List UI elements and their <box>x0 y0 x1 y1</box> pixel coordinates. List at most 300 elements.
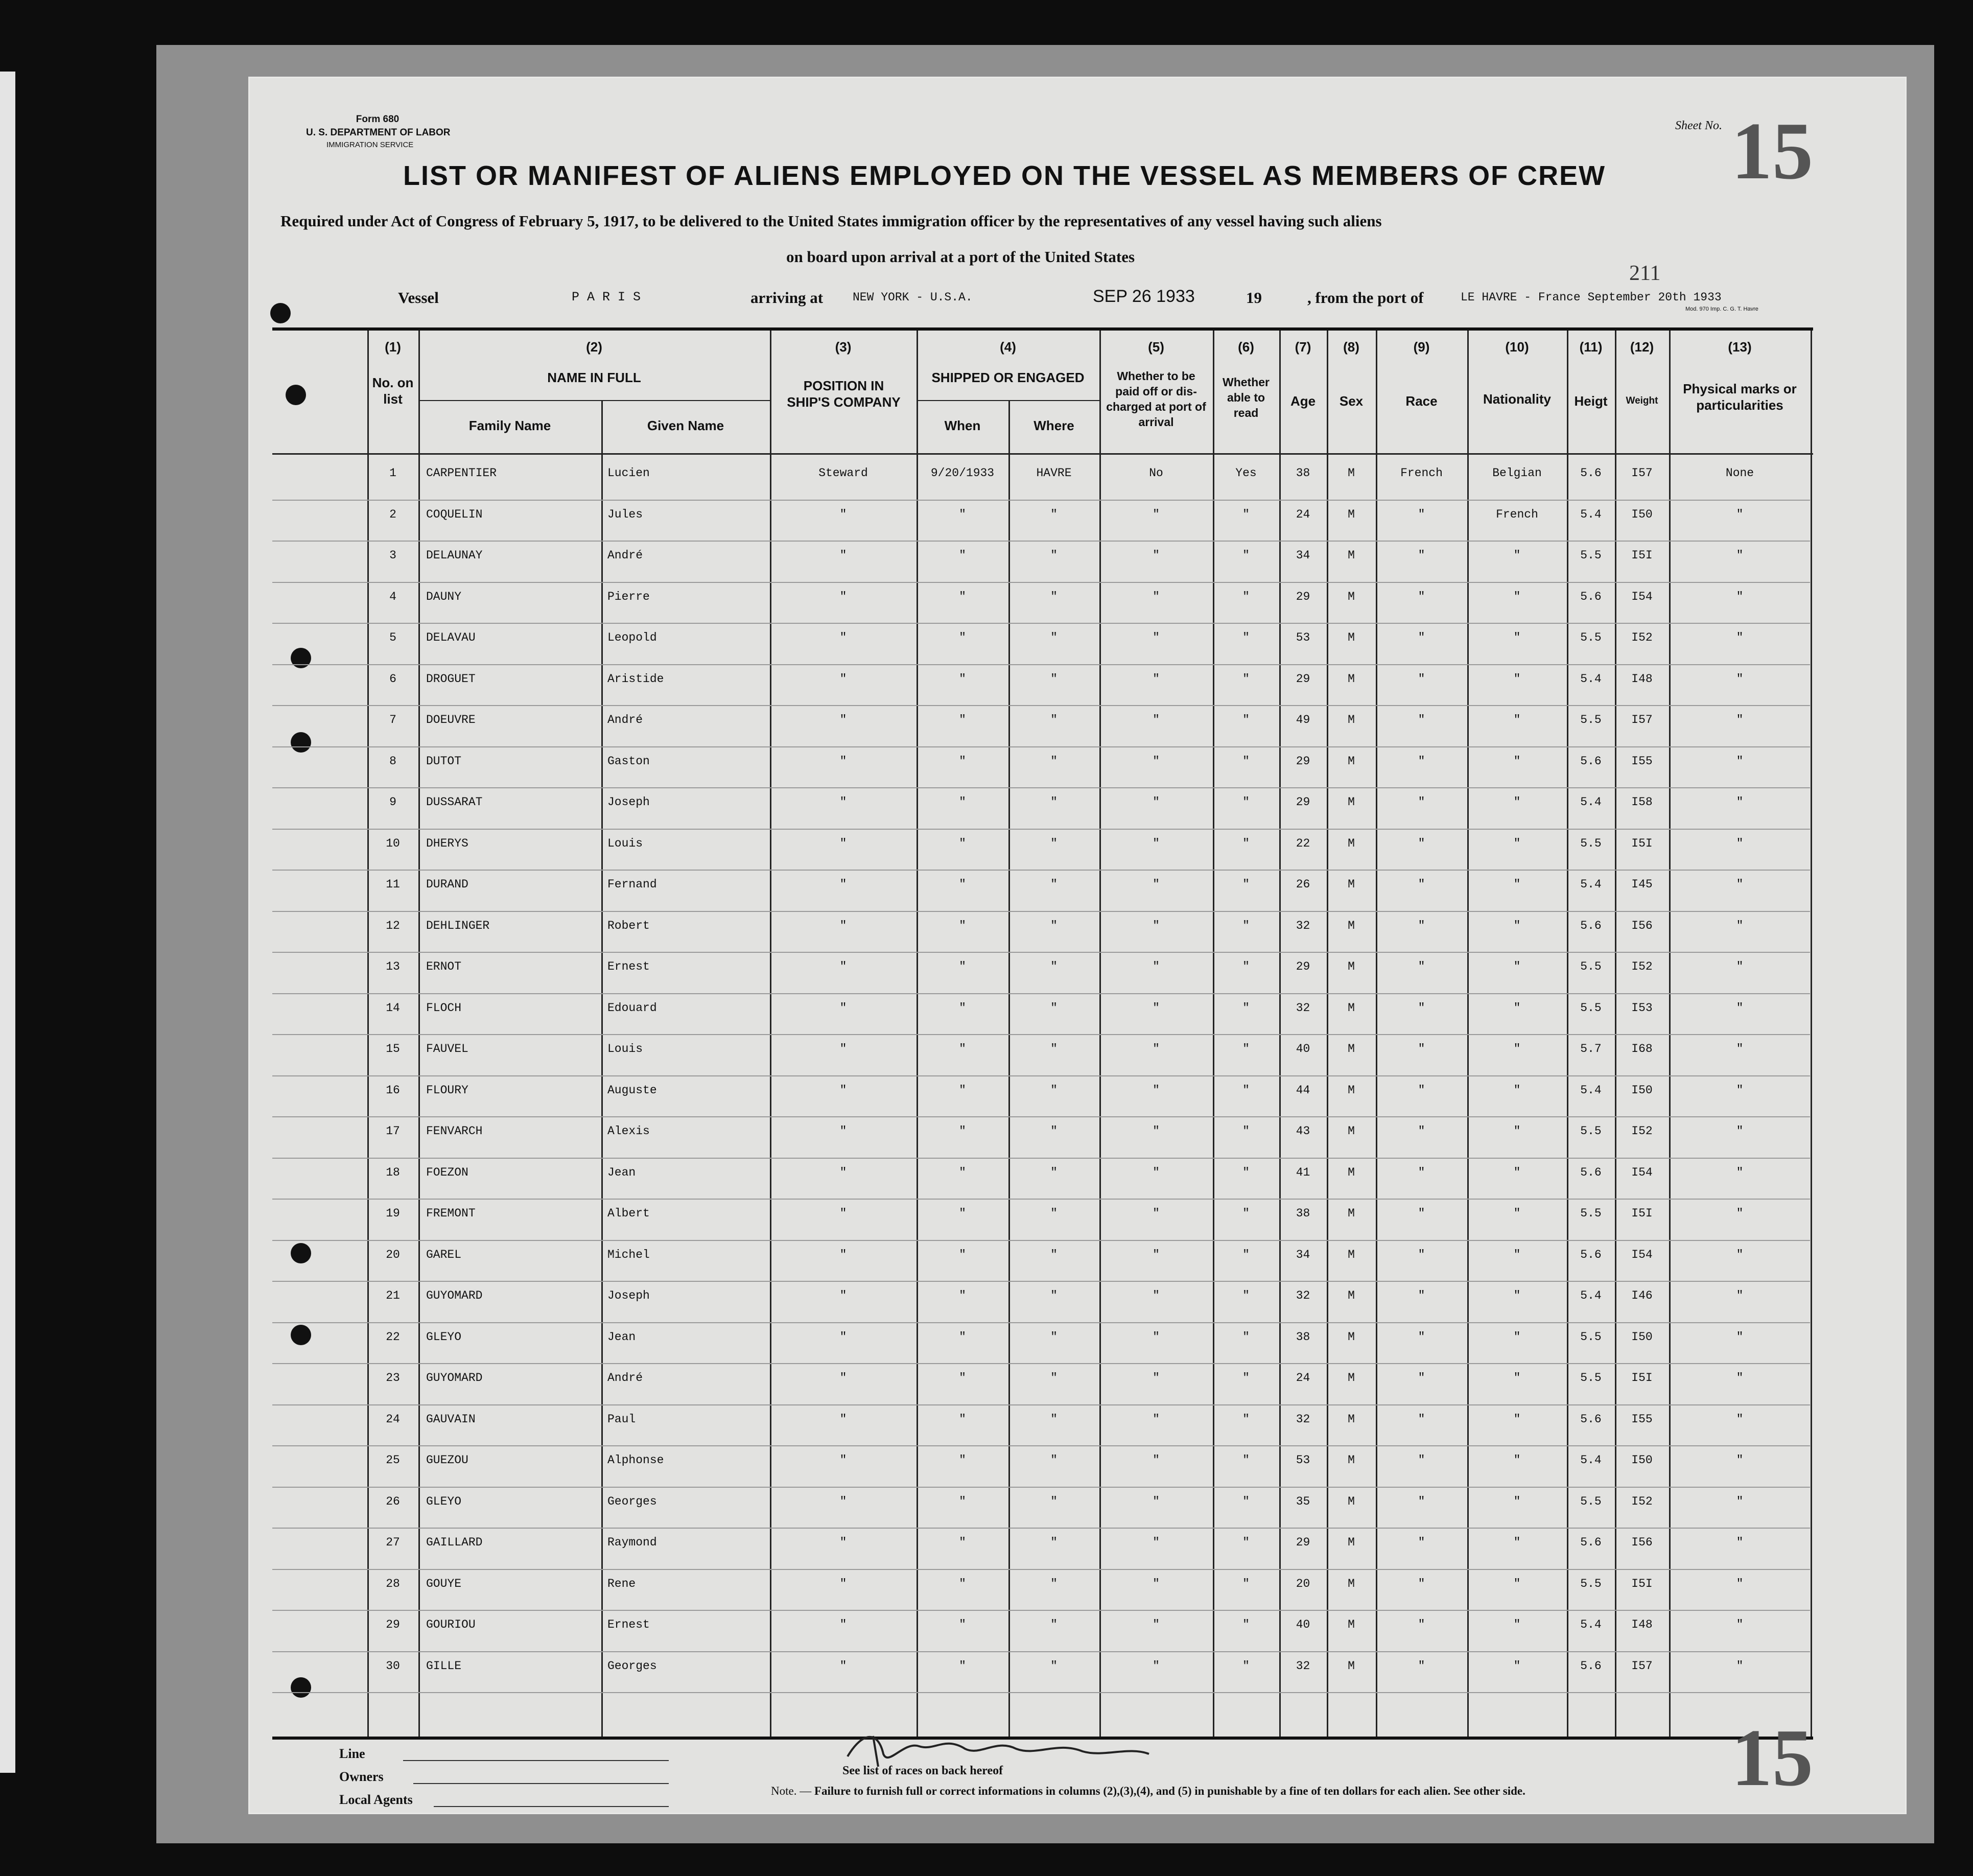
table-row <box>250 955 1813 996</box>
row-number-cell: 23 <box>386 1371 400 1385</box>
able-to-read-cell: " <box>1242 1124 1250 1138</box>
weight-cell: I55 <box>1631 1412 1653 1426</box>
agents-underline <box>434 1806 669 1807</box>
given-name-cell: Fernand <box>607 878 657 891</box>
nationality-cell: " <box>1513 1618 1521 1631</box>
weight-cell: I5I <box>1631 1371 1653 1385</box>
line-underline <box>403 1760 669 1761</box>
row-number-cell: 16 <box>386 1083 400 1097</box>
row-number-cell: 26 <box>386 1494 400 1508</box>
from-port-label: , from the port of <box>1307 289 1424 307</box>
given-name-cell: Jean <box>607 1330 636 1344</box>
family-name-cell: GAILLARD <box>426 1536 483 1549</box>
physical-marks-cell: " <box>1736 1124 1744 1138</box>
age-cell: 32 <box>1296 1289 1310 1302</box>
shipped-when-cell: " <box>959 631 966 644</box>
height-cell: 5.6 <box>1580 1659 1602 1673</box>
able-to-read-cell: " <box>1242 919 1250 932</box>
age-cell: 40 <box>1296 1618 1310 1631</box>
family-name-cell: GOURIOU <box>426 1618 476 1631</box>
row-number-cell: 5 <box>389 631 396 644</box>
position-cell: " <box>839 1453 847 1467</box>
nationality-cell: Belgian <box>1492 466 1542 480</box>
races-note: See list of races on back hereof <box>842 1764 1003 1777</box>
height-cell: 5.6 <box>1580 1412 1602 1426</box>
row-number-cell: 13 <box>386 960 400 973</box>
position-cell: " <box>839 836 847 850</box>
nationality-cell: " <box>1513 1042 1521 1056</box>
able-to-read-cell: " <box>1242 1001 1250 1015</box>
shipped-where-cell: " <box>1050 1330 1058 1344</box>
paid-off-cell: No <box>1149 466 1163 480</box>
able-to-read-cell: " <box>1242 795 1250 809</box>
sex-cell: M <box>1348 1371 1355 1385</box>
weight-cell: I46 <box>1631 1289 1653 1302</box>
nationality-cell: " <box>1513 1330 1521 1344</box>
owners-label: Owners <box>339 1769 384 1784</box>
row-number-cell: 2 <box>389 507 396 521</box>
paid-off-cell: " <box>1153 1207 1160 1220</box>
able-to-read-cell: " <box>1242 1536 1250 1549</box>
given-name-cell: Joseph <box>607 1289 650 1302</box>
race-cell: " <box>1418 1659 1425 1673</box>
physical-marks-cell: None <box>1725 466 1754 480</box>
adjacent-page-strip <box>0 72 15 1773</box>
family-name-cell: GUYOMARD <box>426 1289 483 1302</box>
shipped-when-cell: " <box>959 1536 966 1549</box>
row-number-cell: 6 <box>389 672 396 686</box>
physical-marks-cell: " <box>1736 713 1744 726</box>
row-rule <box>272 952 1810 953</box>
position-cell: " <box>839 1207 847 1220</box>
sex-cell: M <box>1348 836 1355 850</box>
sex-cell: M <box>1348 960 1355 973</box>
table-row <box>250 667 1813 709</box>
col6-number: (6) <box>1238 339 1254 355</box>
height-cell: 5.4 <box>1580 1289 1602 1302</box>
given-name-cell: Louis <box>607 836 643 850</box>
nationality-cell: " <box>1513 549 1521 562</box>
shipped-where-cell: " <box>1050 1289 1058 1302</box>
position-cell: " <box>839 672 847 686</box>
row-rule <box>272 582 1810 583</box>
weight-cell: I54 <box>1631 1165 1653 1179</box>
row-number-cell: 15 <box>386 1042 400 1056</box>
table-row <box>250 1613 1813 1654</box>
shipped-where-cell: " <box>1050 1371 1058 1385</box>
sex-cell: M <box>1348 1453 1355 1467</box>
shipped-when-cell: " <box>959 1659 966 1673</box>
shipped-where-cell: HAVRE <box>1036 466 1072 480</box>
family-name-cell: CARPENTIER <box>426 466 497 480</box>
given-name-cell: Leopold <box>607 631 657 644</box>
table-row <box>250 1490 1813 1531</box>
physical-marks-cell: " <box>1736 1083 1744 1097</box>
height-cell: 5.6 <box>1580 590 1602 603</box>
shipped-when-cell: " <box>959 549 966 562</box>
age-cell: 32 <box>1296 1659 1310 1673</box>
shipped-where-cell: " <box>1050 1124 1058 1138</box>
physical-marks-cell: " <box>1736 919 1744 932</box>
row-rule <box>272 911 1810 912</box>
weight-cell: I54 <box>1631 1248 1653 1261</box>
paid-off-cell: " <box>1153 1536 1160 1549</box>
shipped-when-cell: " <box>959 1577 966 1590</box>
paid-off-cell: " <box>1153 672 1160 686</box>
shipped-where-cell: " <box>1050 1001 1058 1015</box>
sex-cell: M <box>1348 1289 1355 1302</box>
physical-marks-cell: " <box>1736 1248 1744 1261</box>
shipped-where-cell: " <box>1050 507 1058 521</box>
row-rule <box>272 1034 1810 1035</box>
able-to-read-cell: " <box>1242 1042 1250 1056</box>
race-cell: French <box>1400 466 1443 480</box>
able-to-read-cell: " <box>1242 1248 1250 1261</box>
nationality-cell: " <box>1513 1494 1521 1508</box>
nationality-cell: " <box>1513 1453 1521 1467</box>
sex-cell: M <box>1348 1207 1355 1220</box>
race-cell: " <box>1418 1494 1425 1508</box>
arriving-label: arriving at <box>750 289 824 307</box>
col2b-header: Given Name <box>647 418 724 433</box>
sex-cell: M <box>1348 795 1355 809</box>
position-cell: " <box>839 1042 847 1056</box>
row-number-cell: 25 <box>386 1453 400 1467</box>
row-rule <box>272 829 1810 830</box>
weight-cell: I52 <box>1631 960 1653 973</box>
row-rule <box>272 1487 1810 1488</box>
shipped-where-cell: " <box>1050 1165 1058 1179</box>
shipped-where-cell: " <box>1050 631 1058 644</box>
table-top-rule <box>272 327 1813 331</box>
sex-cell: M <box>1348 713 1355 726</box>
footnote <box>771 1785 1525 1798</box>
nationality-cell: " <box>1513 919 1521 932</box>
col3-number: (3) <box>835 339 852 355</box>
col4a-header: When <box>944 418 981 433</box>
given-name-cell: Jules <box>607 507 643 521</box>
shipped-where-cell: " <box>1050 672 1058 686</box>
family-name-cell: DAUNY <box>426 590 462 603</box>
shipped-when-cell: " <box>959 590 966 603</box>
from-port-value: LE HAVRE - France September 20th 1933 <box>1461 291 1722 304</box>
shipped-where-cell: " <box>1050 1248 1058 1261</box>
position-cell: " <box>839 713 847 726</box>
col8-number: (8) <box>1343 339 1359 355</box>
owners-underline <box>413 1783 669 1784</box>
weight-cell: I56 <box>1631 1536 1653 1549</box>
shipped-when-cell: " <box>959 754 966 768</box>
table-row <box>250 1119 1813 1161</box>
age-cell: 35 <box>1296 1494 1310 1508</box>
race-cell: " <box>1418 836 1425 850</box>
sex-cell: M <box>1348 1577 1355 1590</box>
weight-cell: I45 <box>1631 878 1653 891</box>
given-name-cell: Alexis <box>607 1124 650 1138</box>
row-rule <box>272 787 1810 788</box>
sex-cell: M <box>1348 1618 1355 1631</box>
race-cell: " <box>1418 1330 1425 1344</box>
table-row <box>250 873 1813 914</box>
col4-number: (4) <box>1000 339 1016 355</box>
height-cell: 5.6 <box>1580 754 1602 768</box>
weight-cell: I5I <box>1631 836 1653 850</box>
paid-off-cell: " <box>1153 795 1160 809</box>
position-cell: " <box>839 1577 847 1590</box>
family-name-cell: DHERYS <box>426 836 468 850</box>
family-name-cell: DELAVAU <box>426 631 476 644</box>
able-to-read-cell: " <box>1242 960 1250 973</box>
nationality-cell: " <box>1513 1289 1521 1302</box>
nationality-cell: " <box>1513 795 1521 809</box>
shipped-where-cell: " <box>1050 1453 1058 1467</box>
nationality-cell: " <box>1513 1577 1521 1590</box>
row-number-cell: 30 <box>386 1659 400 1673</box>
sex-cell: M <box>1348 672 1355 686</box>
race-cell: " <box>1418 1165 1425 1179</box>
sheet-number: 15 <box>1731 105 1813 196</box>
given-name-cell: Ernest <box>607 1618 650 1631</box>
paid-off-cell: " <box>1153 631 1160 644</box>
physical-marks-cell: " <box>1736 1207 1744 1220</box>
page-title: LIST OR MANIFEST OF ALIENS EMPLOYED ON THE VESSEL AS MEMBERS OF CREW <box>403 160 1606 191</box>
paid-off-cell: " <box>1153 1453 1160 1467</box>
family-name-cell: FAUVEL <box>426 1042 468 1056</box>
age-cell: 24 <box>1296 507 1310 521</box>
table-row <box>250 1408 1813 1449</box>
physical-marks-cell: " <box>1736 672 1744 686</box>
race-cell: " <box>1418 1248 1425 1261</box>
row-number-cell: 17 <box>386 1124 400 1138</box>
family-name-cell: DEHLINGER <box>426 919 490 932</box>
nationality-cell: " <box>1513 1536 1521 1549</box>
shipped-when-cell: " <box>959 1412 966 1426</box>
date-stamp: SEP 26 1933 <box>1093 287 1195 306</box>
col2a-header: Family Name <box>468 418 551 433</box>
race-cell: " <box>1418 507 1425 521</box>
position-cell: " <box>839 1536 847 1549</box>
table-row <box>250 1202 1813 1243</box>
col7-number: (7) <box>1295 339 1311 355</box>
table-row <box>250 1284 1813 1325</box>
line-label: Line <box>339 1746 365 1761</box>
row-number-cell: 4 <box>389 590 396 603</box>
age-cell: 24 <box>1296 1371 1310 1385</box>
row-rule <box>272 1075 1810 1076</box>
shipped-when-cell: " <box>959 1453 966 1467</box>
row-rule <box>272 1158 1810 1159</box>
height-cell: 5.6 <box>1580 466 1602 480</box>
table-row <box>250 461 1813 503</box>
sex-cell: M <box>1348 754 1355 768</box>
able-to-read-cell: " <box>1242 1577 1250 1590</box>
shipped-subheader-rule <box>917 400 1099 401</box>
row-number-cell: 3 <box>389 549 396 562</box>
sex-cell: M <box>1348 1124 1355 1138</box>
sheet-label: Sheet No. <box>1675 119 1722 132</box>
physical-marks-cell: " <box>1736 1042 1744 1056</box>
col12-number: (12) <box>1630 339 1654 355</box>
row-rule <box>272 664 1810 665</box>
position-cell: " <box>839 631 847 644</box>
family-name-cell: DUTOT <box>426 754 462 768</box>
able-to-read-cell: " <box>1242 631 1250 644</box>
weight-cell: I50 <box>1631 507 1653 521</box>
shipped-when-cell: " <box>959 1330 966 1344</box>
sex-cell: M <box>1348 507 1355 521</box>
nationality-cell: " <box>1513 1207 1521 1220</box>
age-cell: 53 <box>1296 631 1310 644</box>
age-cell: 43 <box>1296 1124 1310 1138</box>
position-cell: " <box>839 1289 847 1302</box>
row-number-cell: 29 <box>386 1618 400 1631</box>
age-cell: 34 <box>1296 549 1310 562</box>
position-cell: " <box>839 1494 847 1508</box>
shipped-where-cell: " <box>1050 549 1058 562</box>
position-cell: " <box>839 795 847 809</box>
physical-marks-cell: " <box>1736 1577 1744 1590</box>
row-rule <box>272 705 1810 706</box>
vessel-label: Vessel <box>398 289 439 307</box>
paid-off-cell: " <box>1153 1371 1160 1385</box>
row-number-cell: 18 <box>386 1165 400 1179</box>
race-cell: " <box>1418 754 1425 768</box>
sex-cell: M <box>1348 1330 1355 1344</box>
position-cell: " <box>839 1412 847 1426</box>
row-rule <box>272 1528 1810 1529</box>
paid-off-cell: " <box>1153 549 1160 562</box>
height-cell: 5.5 <box>1580 1577 1602 1590</box>
family-name-cell: FLOCH <box>426 1001 462 1015</box>
shipped-when-cell: " <box>959 672 966 686</box>
physical-marks-cell: " <box>1736 960 1744 973</box>
race-cell: " <box>1418 1371 1425 1385</box>
weight-cell: I57 <box>1631 713 1653 726</box>
given-name-cell: Robert <box>607 919 650 932</box>
shipped-when-cell: " <box>959 919 966 932</box>
nationality-cell: " <box>1513 672 1521 686</box>
race-cell: " <box>1418 1207 1425 1220</box>
col4b-header: Where <box>1034 418 1074 433</box>
race-cell: " <box>1418 549 1425 562</box>
weight-cell: I5I <box>1631 1577 1653 1590</box>
physical-marks-cell: " <box>1736 590 1744 603</box>
able-to-read-cell: " <box>1242 1618 1250 1631</box>
family-name-cell: GILLE <box>426 1659 462 1673</box>
shipped-where-cell: " <box>1050 1577 1058 1590</box>
physical-marks-cell: " <box>1736 754 1744 768</box>
physical-marks-cell: " <box>1736 836 1744 850</box>
shipped-where-cell: " <box>1050 919 1058 932</box>
physical-marks-cell: " <box>1736 1371 1744 1385</box>
age-cell: 32 <box>1296 1001 1310 1015</box>
shipped-when-cell: " <box>959 1124 966 1138</box>
weight-cell: I57 <box>1631 466 1653 480</box>
family-name-cell: GLEYO <box>426 1330 462 1344</box>
col2-header: NAME IN FULL <box>547 370 641 385</box>
row-number-cell: 8 <box>389 754 396 768</box>
height-cell: 5.5 <box>1580 631 1602 644</box>
given-name-cell: Gaston <box>607 754 650 768</box>
height-cell: 5.5 <box>1580 1124 1602 1138</box>
row-rule <box>272 500 1810 501</box>
physical-marks-cell: " <box>1736 795 1744 809</box>
able-to-read-cell: " <box>1242 1659 1250 1673</box>
shipped-when-cell: " <box>959 795 966 809</box>
family-name-cell: GUEZOU <box>426 1453 468 1467</box>
subtitle-line1: Required under Act of Congress of February 5, 1917, to be delivered to the United States immigration officer by the representatives of any vessel having such aliens <box>280 212 1382 230</box>
row-rule <box>272 1569 1810 1570</box>
row-number-cell: 19 <box>386 1207 400 1220</box>
col3-header: POSITION IN SHIP'S COMPANY <box>787 378 901 410</box>
physical-marks-cell: " <box>1736 1659 1744 1673</box>
race-cell: " <box>1418 1042 1425 1056</box>
form-number: Form 680 <box>356 114 400 125</box>
height-cell: 5.5 <box>1580 713 1602 726</box>
paid-off-cell: " <box>1153 590 1160 603</box>
table-row <box>250 996 1813 1038</box>
row-number-cell: 28 <box>386 1577 400 1590</box>
position-cell: " <box>839 1618 847 1631</box>
sheet-number-footer: 15 <box>1731 1712 1813 1803</box>
col6-header: Whether able to read <box>1223 376 1270 419</box>
family-name-cell: ERNOT <box>426 960 462 973</box>
race-cell: " <box>1418 878 1425 891</box>
height-cell: 5.6 <box>1580 1536 1602 1549</box>
paid-off-cell: " <box>1153 1330 1160 1344</box>
vessel-name: P A R I S <box>572 290 641 304</box>
sex-cell: M <box>1348 919 1355 932</box>
age-cell: 29 <box>1296 672 1310 686</box>
row-rule <box>272 1199 1810 1200</box>
local-agents-label: Local Agents <box>339 1792 413 1807</box>
given-name-cell: Auguste <box>607 1083 657 1097</box>
given-name-cell: Pierre <box>607 590 650 603</box>
physical-marks-cell: " <box>1736 1001 1744 1015</box>
family-name-cell: DURAND <box>426 878 468 891</box>
position-cell: Steward <box>818 466 868 480</box>
row-rule <box>272 1281 1810 1282</box>
able-to-read-cell: " <box>1242 1494 1250 1508</box>
height-cell: 5.5 <box>1580 960 1602 973</box>
row-number-cell: 20 <box>386 1248 400 1261</box>
position-cell: " <box>839 1083 847 1097</box>
race-cell: " <box>1418 1083 1425 1097</box>
shipped-when-cell: " <box>959 960 966 973</box>
position-cell: " <box>839 1659 847 1673</box>
row-rule <box>272 1445 1810 1446</box>
physical-marks-cell: " <box>1736 1453 1744 1467</box>
table-row <box>250 1654 1813 1696</box>
weight-cell: I48 <box>1631 1618 1653 1631</box>
nationality-cell: " <box>1513 713 1521 726</box>
height-cell: 5.7 <box>1580 1042 1602 1056</box>
manifest-sheet <box>248 77 1907 1814</box>
table-row <box>250 503 1813 544</box>
row-number-cell: 1 <box>389 466 396 480</box>
height-cell: 5.4 <box>1580 507 1602 521</box>
table-row <box>250 914 1813 955</box>
given-name-cell: André <box>607 549 643 562</box>
age-cell: 29 <box>1296 590 1310 603</box>
age-cell: 26 <box>1296 878 1310 891</box>
paid-off-cell: " <box>1153 713 1160 726</box>
paid-off-cell: " <box>1153 507 1160 521</box>
family-name-cell: GAUVAIN <box>426 1412 476 1426</box>
height-cell: 5.4 <box>1580 1453 1602 1467</box>
shipped-when-cell: " <box>959 1042 966 1056</box>
sex-cell: M <box>1348 631 1355 644</box>
